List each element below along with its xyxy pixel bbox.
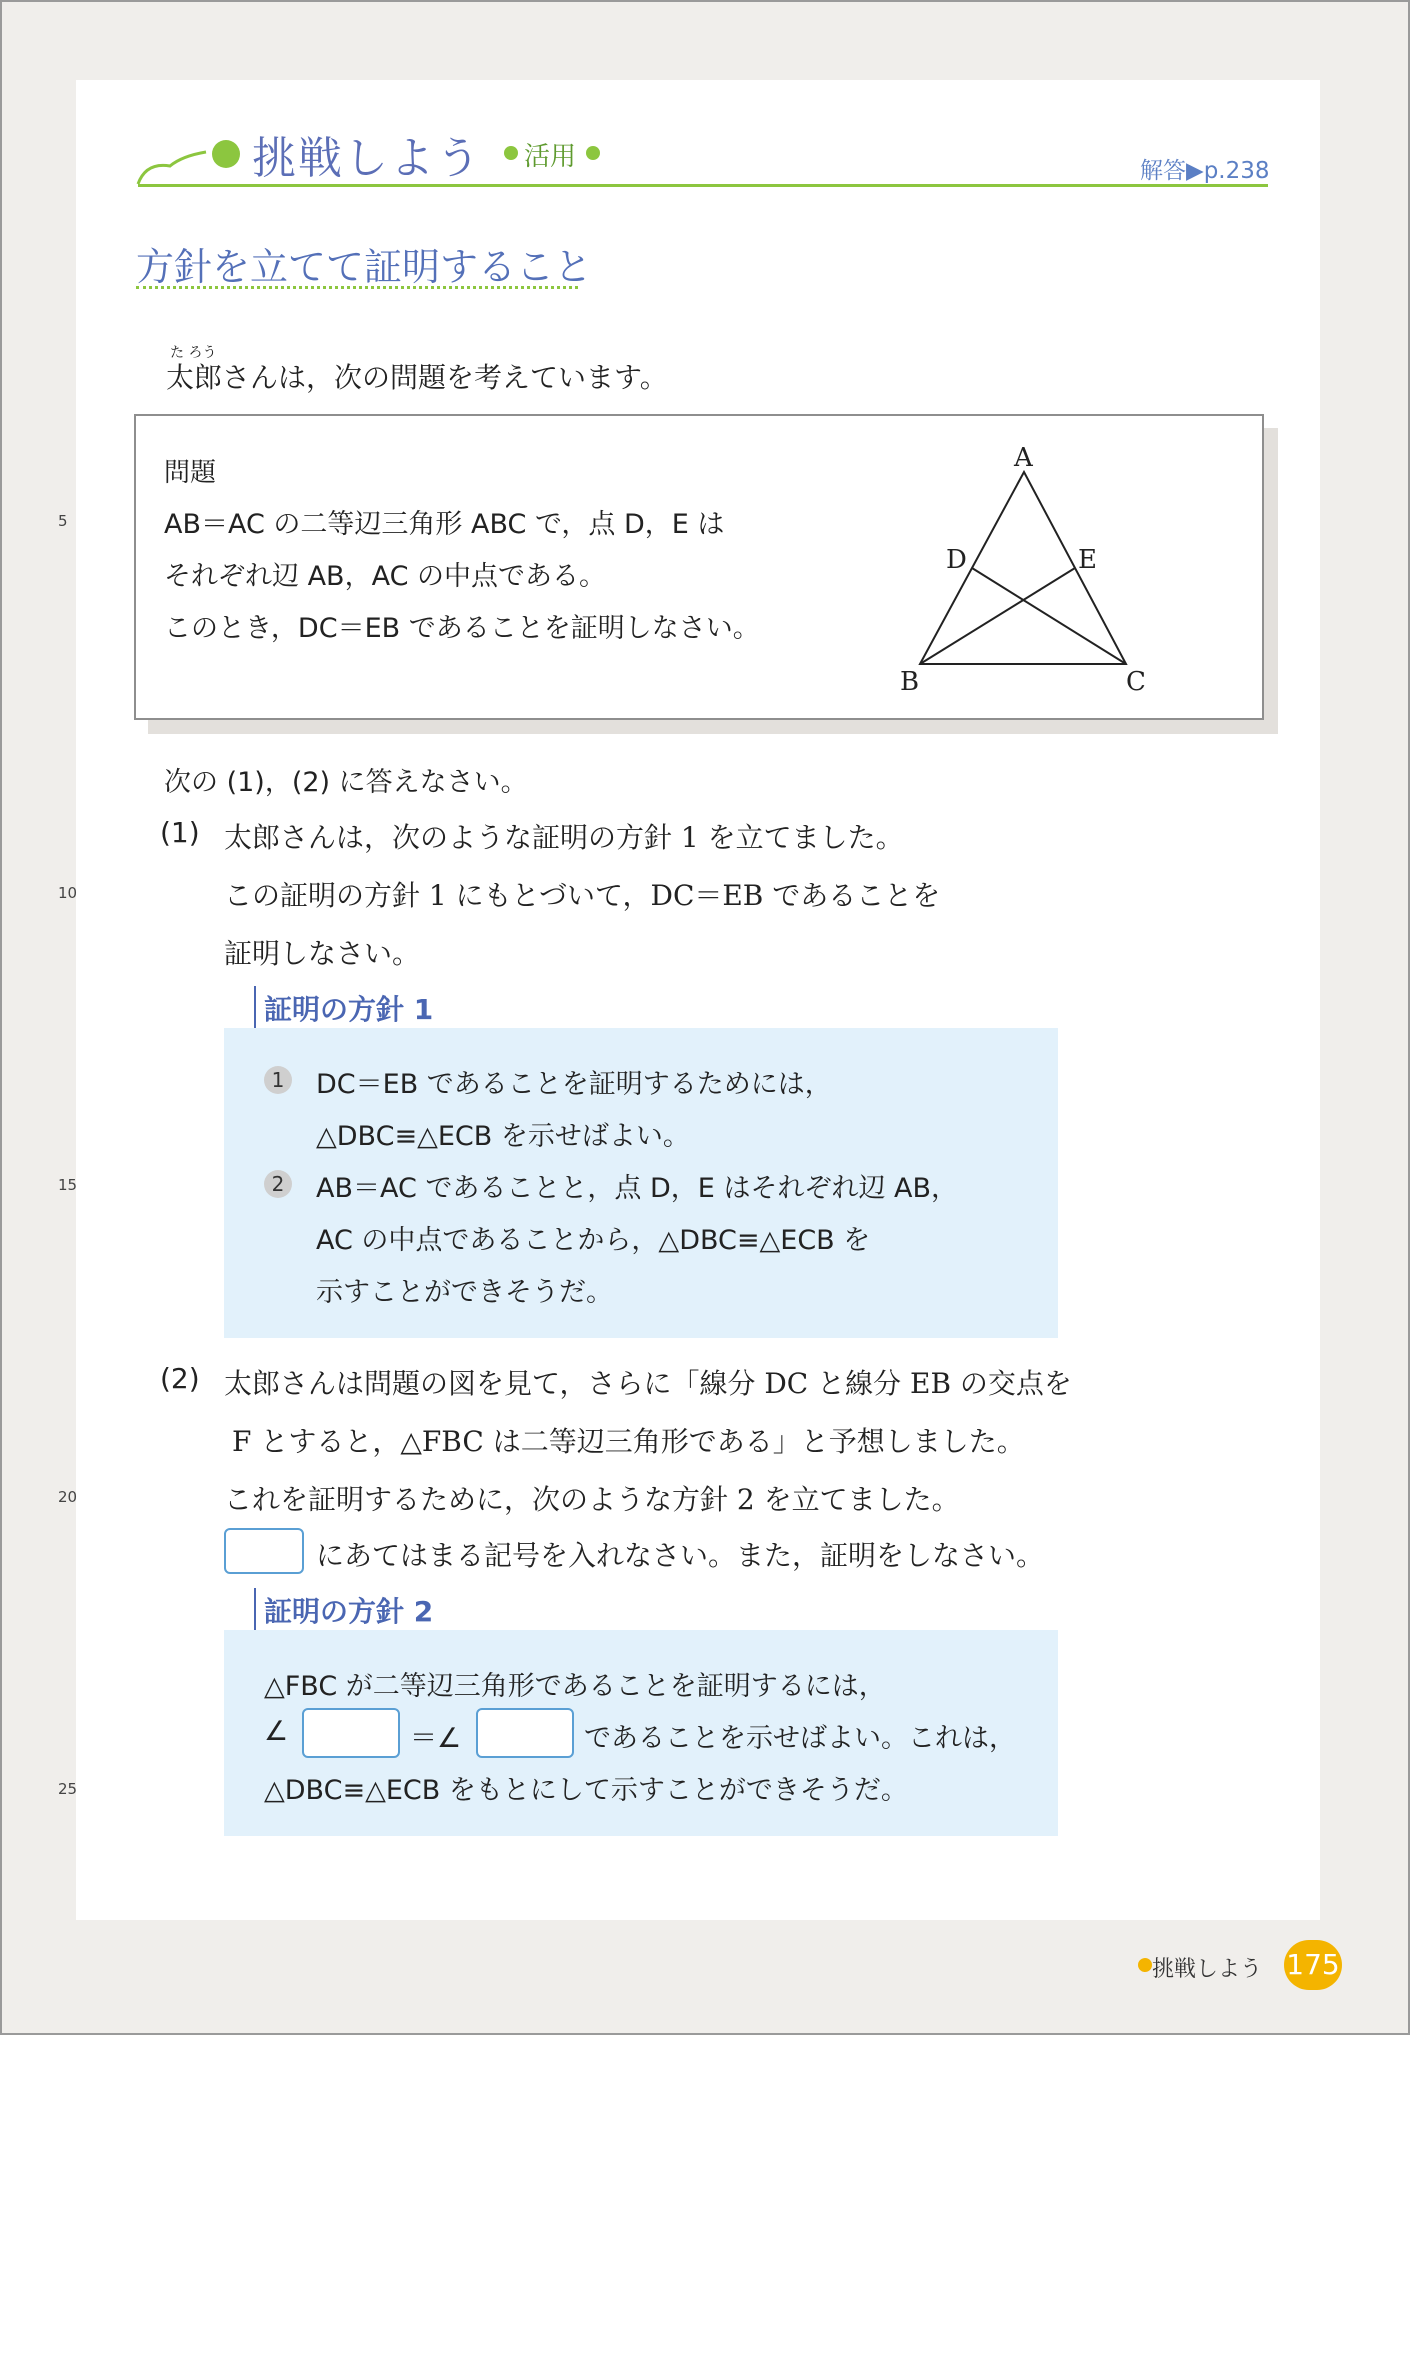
policy-2-equals-angle: ＝∠ bbox=[410, 1723, 462, 1754]
problem-line-3: このとき，DC＝EB であることを証明しなさい。 bbox=[164, 613, 760, 644]
policy-2-line-2-rest: であることを示せばよい。これは， bbox=[584, 1723, 1016, 1754]
line-number-10: 10 bbox=[58, 884, 78, 902]
instruction-blank-box bbox=[224, 1528, 304, 1574]
header-rule bbox=[138, 184, 1268, 187]
policy-1-item-2-line-2: AC の中点であることから，△DBC≡△ECB を bbox=[316, 1225, 871, 1256]
problem-label: 問題 bbox=[164, 458, 217, 488]
q1-line-3: 証明しなさい。 bbox=[224, 937, 421, 970]
segment-dc bbox=[972, 568, 1126, 664]
intro-text: 太郎さんは，次の問題を考えています。 bbox=[166, 361, 668, 394]
segment-eb bbox=[920, 568, 1075, 664]
q2-line-4: にあてはまる記号を入れなさい。また，証明をしなさい。 bbox=[316, 1539, 1045, 1572]
line-number-15: 15 bbox=[58, 1176, 78, 1194]
policy-1-label: 証明の方針 1 bbox=[264, 993, 434, 1026]
policy-2-label: 証明の方針 2 bbox=[264, 1595, 434, 1628]
page-title: 挑戦しよう bbox=[252, 133, 482, 184]
policy-1-item-1-line-2: △DBC≡△ECB を示せばよい。 bbox=[316, 1121, 690, 1152]
policy-2-line-1: △FBC が二等辺三角形であることを証明するには， bbox=[264, 1671, 886, 1702]
header-swoosh bbox=[136, 136, 216, 188]
policy-1-item-2-line-1: AB＝AC であることと，点 D，E はそれぞれ辺 AB， bbox=[316, 1173, 959, 1204]
q2-line-1: 太郎さんは問題の図を見て，さらに「線分 DC と線分 EB の交点を bbox=[224, 1367, 1072, 1400]
header-dot bbox=[212, 140, 240, 168]
vertex-label-a: A bbox=[1014, 443, 1033, 473]
vertex-label-e: E bbox=[1078, 545, 1097, 575]
angle-answer-box-1[interactable] bbox=[302, 1708, 400, 1758]
problem-line-1: AB＝AC の二等辺三角形 ABC で，点 D，E は bbox=[164, 509, 725, 540]
intro-ruby: た ろう bbox=[170, 345, 217, 361]
policy-2-angle-symbol: ∠ bbox=[264, 1716, 289, 1747]
footer-label: 挑戦しよう bbox=[1152, 1957, 1263, 1982]
policy-1-item-1-number: 1 bbox=[264, 1066, 292, 1094]
section-title: 方針を立てて証明すること bbox=[136, 245, 593, 289]
q2-line-3: これを証明するために，次のような方針 2 を立てました。 bbox=[224, 1483, 960, 1516]
subtitle-dot-right bbox=[586, 146, 600, 160]
subtitle-dot-left bbox=[504, 146, 518, 160]
page-number-badge: 175 bbox=[1284, 1940, 1342, 1990]
q2-number: (2) bbox=[160, 1362, 200, 1395]
instructions: 次の (1)，(2) に答えなさい。 bbox=[164, 767, 528, 798]
policy-2-line-3: △DBC≡△ECB をもとにして示すことができそうだ。 bbox=[264, 1775, 908, 1806]
line-number-5: 5 bbox=[58, 512, 68, 530]
policy-1-item-2-number: 2 bbox=[264, 1170, 292, 1198]
page-subtitle: 活用 bbox=[524, 142, 577, 172]
vertex-label-c: C bbox=[1126, 667, 1146, 697]
q1-line-2: この証明の方針 1 にもとづいて，DC＝EB であることを bbox=[224, 879, 941, 912]
vertex-label-b: B bbox=[900, 667, 920, 697]
q2-line-2: F とすると，△FBC は二等辺三角形である」と予想しました。 bbox=[232, 1425, 1025, 1458]
q1-line-1: 太郎さんは，次のような証明の方針 1 を立てました。 bbox=[224, 821, 904, 854]
triangle-figure bbox=[880, 436, 1180, 706]
q1-number: (1) bbox=[160, 816, 200, 849]
line-number-25: 25 bbox=[58, 1780, 78, 1798]
answer-reference: 解答▶p.238 bbox=[1140, 158, 1270, 184]
angle-answer-box-2[interactable] bbox=[476, 1708, 574, 1758]
problem-line-2: それぞれ辺 AB，AC の中点である。 bbox=[164, 561, 607, 592]
vertex-label-d: D bbox=[946, 545, 967, 575]
line-number-20: 20 bbox=[58, 1488, 78, 1506]
policy-1-item-1-line-1: DC＝EB であることを証明するためには， bbox=[316, 1069, 832, 1100]
section-underline bbox=[136, 286, 578, 289]
policy-1-item-2-line-3: 示すことができそうだ。 bbox=[316, 1277, 613, 1308]
footer-dot bbox=[1138, 1958, 1152, 1972]
